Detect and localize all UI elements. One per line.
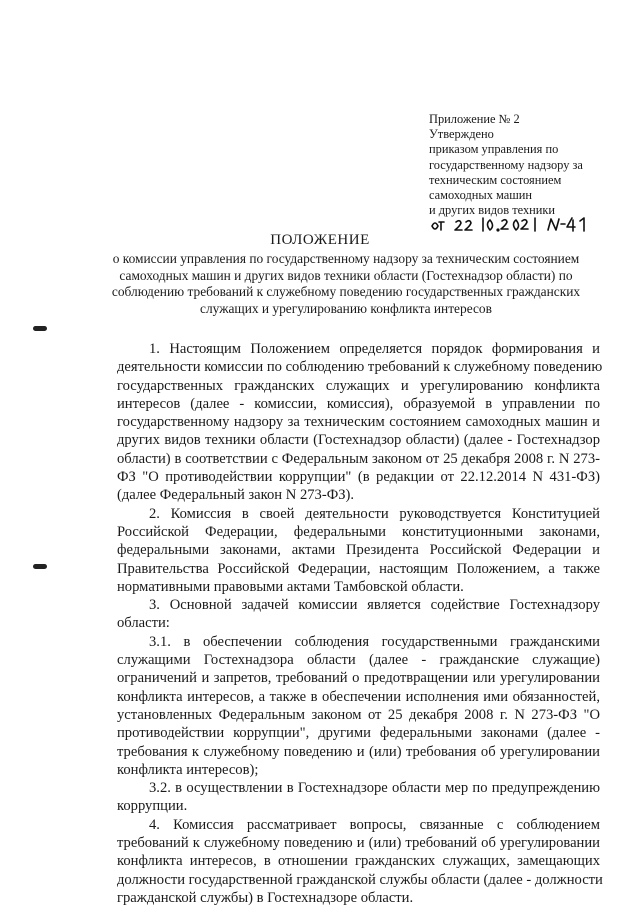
subtitle-line: соблюдению требований к служебному поведению государственных гражданских	[111, 284, 581, 299]
page-title: ПОЛОЖЕНИЕ	[270, 232, 370, 248]
paragraph-line: деятельности комиссии по соблюдению требований к служебному поведению	[117, 359, 603, 376]
paragraph-line: области) в соответствии с Федеральным законом от 25 декабря 2008 г. N 273-	[117, 450, 600, 467]
paragraph-line: других видов техники области (Гостехнадзор области) (далее - Гостехнадзор	[117, 432, 600, 449]
paragraph-line: 3.1. в обеспечении соблюдения государственными гражданскими	[149, 633, 600, 650]
paragraph-line: интересов (далее - комиссии, комиссия), образуемой в управлении по	[117, 395, 600, 412]
paragraph-line: 1. Настоящим Положением определяется порядок формирования и	[149, 341, 600, 357]
approval-line: и других видов техники	[429, 203, 556, 218]
paragraph-line: требований к служебному поведению и (или) требований об урегулировании	[117, 835, 600, 852]
paragraph-line: должности государственной гражданской службы области (далее - должности	[117, 871, 603, 888]
paragraph-line: установленных Федеральным законом от 25 декабря 2008 г. N 273-ФЗ "О	[117, 706, 600, 723]
document-body	[117, 340, 603, 907]
paragraph-4	[117, 816, 603, 907]
paragraph-line: 2. Комиссия в своей деятельности руководствуется Конституцией	[149, 505, 600, 522]
paragraph-line: конфликта интересов, в отношении гражданских служащих, замещающих	[117, 853, 600, 870]
paragraph-line: государственных гражданских служащих и урегулированию конфликта	[117, 377, 600, 394]
paragraph-3-2	[117, 779, 600, 816]
paragraph-line: федеральными законами, актами Президента Российской Федерации и	[117, 542, 600, 559]
approval-line: самоходных машин	[429, 188, 533, 203]
paragraph-1	[117, 340, 603, 505]
paragraph-line: ограничений и запретов, требований о предотвращении или урегулировании	[117, 670, 600, 687]
paragraph-line: 3. Основной задачей комиссии является содействие Гостехнадзору	[149, 597, 600, 614]
approval-line: государственному надзору за	[429, 157, 583, 172]
paragraph-line: государственному надзору за техническим состоянием самоходных машин и	[117, 414, 600, 431]
paragraph-line: 4. Комиссия рассматривает вопросы, связанные с соблюдением	[149, 816, 600, 833]
paragraph-line: конфликта интересов, а также в обеспечении исполнения ими обязанностей,	[117, 688, 600, 705]
paragraph-3	[117, 596, 600, 633]
approval-line: приказом управления по	[429, 142, 559, 157]
paragraph-line: служащими Гостехнадзора области (далее - гражданские служащие)	[117, 652, 600, 669]
paragraph-line: коррупции.	[117, 798, 188, 815]
paragraph-line: ФЗ "О противодействии коррупции" (в редакции от 22.12.2014 N 431-ФЗ)	[117, 469, 600, 486]
paragraph-line: Правительства Российской Федерации, настоящим Положением, а также	[117, 560, 600, 577]
subtitle-line: о комиссии управления по государственному надзору за техническим состоянием	[112, 251, 580, 266]
paragraph-line: противодействии коррупции", другими федеральными законами (далее -	[117, 725, 600, 742]
paragraph-line: нормативными правовыми актами Тамбовской области.	[117, 578, 464, 595]
paragraph-line: Российской Федерации, федеральными конституционными законами,	[117, 523, 600, 540]
paragraph-line: конфликта интересов);	[117, 761, 259, 778]
paragraph-2	[117, 505, 600, 596]
approval-block	[429, 112, 619, 218]
paragraph-line: требования к служебному поведению и (или) требования об урегулировании	[117, 743, 600, 760]
approval-line: техническим состоянием	[429, 172, 562, 187]
paragraph-line: (далее Федеральный закон N 273-ФЗ).	[117, 487, 355, 504]
approval-line: Приложение № 2	[429, 112, 520, 126]
margin-mark	[33, 564, 47, 569]
subtitle-line: служащих и урегулированию конфликта интересов	[200, 300, 492, 316]
paragraph-line: области:	[117, 615, 170, 632]
approval-line: Утверждено	[429, 127, 494, 142]
paragraph-line: 3.2. в осуществлении в Гостехнадзоре области мер по предупреждению	[149, 780, 600, 797]
paragraph-line: гражданской службы) в Гостехнадзоре области.	[117, 889, 414, 906]
margin-mark	[33, 326, 47, 331]
subtitle-line: самоходных машин и других видов техники области (Гостехнадзор области) по	[119, 267, 573, 283]
document-subtitle	[100, 251, 592, 317]
paragraph-3-1	[117, 633, 600, 779]
